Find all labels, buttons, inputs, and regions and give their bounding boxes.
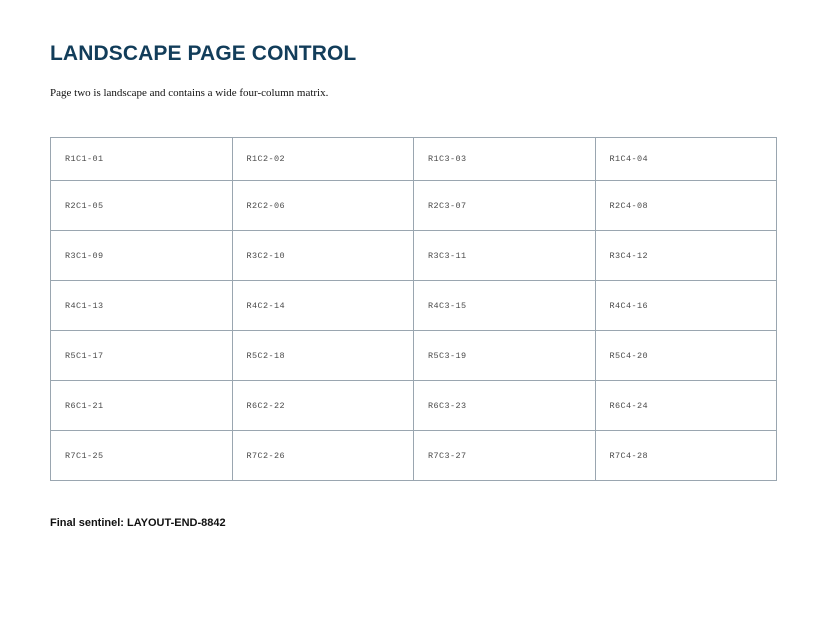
table-cell: R1C1-01 <box>51 138 233 181</box>
table-row <box>51 231 777 281</box>
table-row <box>51 431 777 481</box>
table-cell: R7C2-26 <box>232 431 414 481</box>
table-cell: R7C3-27 <box>414 431 596 481</box>
final-sentinel: Final sentinel: LAYOUT-END-8842 <box>50 517 226 529</box>
table-row <box>51 181 777 231</box>
table-cell: R3C3-11 <box>414 231 596 281</box>
page-title: LANDSCAPE PAGE CONTROL <box>50 42 357 65</box>
table-row <box>51 331 777 381</box>
table-cell: R6C2-22 <box>232 381 414 431</box>
table-cell: R5C4-20 <box>595 331 777 381</box>
table-cell: R2C4-08 <box>595 181 777 231</box>
intro-paragraph: Page two is landscape and contains a wide four-column matrix. <box>50 87 329 99</box>
table-cell: R5C2-18 <box>232 331 414 381</box>
table-cell: R4C4-16 <box>595 281 777 331</box>
table-row <box>51 381 777 431</box>
table-cell: R4C2-14 <box>232 281 414 331</box>
table-cell: R4C1-13 <box>51 281 233 331</box>
table-cell: R1C4-04 <box>595 138 777 181</box>
table-row <box>51 281 777 331</box>
table-cell: R2C3-07 <box>414 181 596 231</box>
table-cell: R2C1-05 <box>51 181 233 231</box>
table-cell: R2C2-06 <box>232 181 414 231</box>
four-column-matrix <box>50 137 777 481</box>
matrix-body <box>51 138 777 481</box>
table-cell: R6C1-21 <box>51 381 233 431</box>
table-cell: R6C3-23 <box>414 381 596 431</box>
table-cell: R4C3-15 <box>414 281 596 331</box>
table-cell: R7C1-25 <box>51 431 233 481</box>
table-row <box>51 138 777 181</box>
table-cell: R3C2-10 <box>232 231 414 281</box>
table-cell: R3C1-09 <box>51 231 233 281</box>
table-cell: R7C4-28 <box>595 431 777 481</box>
table-cell: R5C1-17 <box>51 331 233 381</box>
table-cell: R3C4-12 <box>595 231 777 281</box>
table-cell: R6C4-24 <box>595 381 777 431</box>
table-cell: R1C3-03 <box>414 138 596 181</box>
table-cell: R1C2-02 <box>232 138 414 181</box>
table-cell: R5C3-19 <box>414 331 596 381</box>
